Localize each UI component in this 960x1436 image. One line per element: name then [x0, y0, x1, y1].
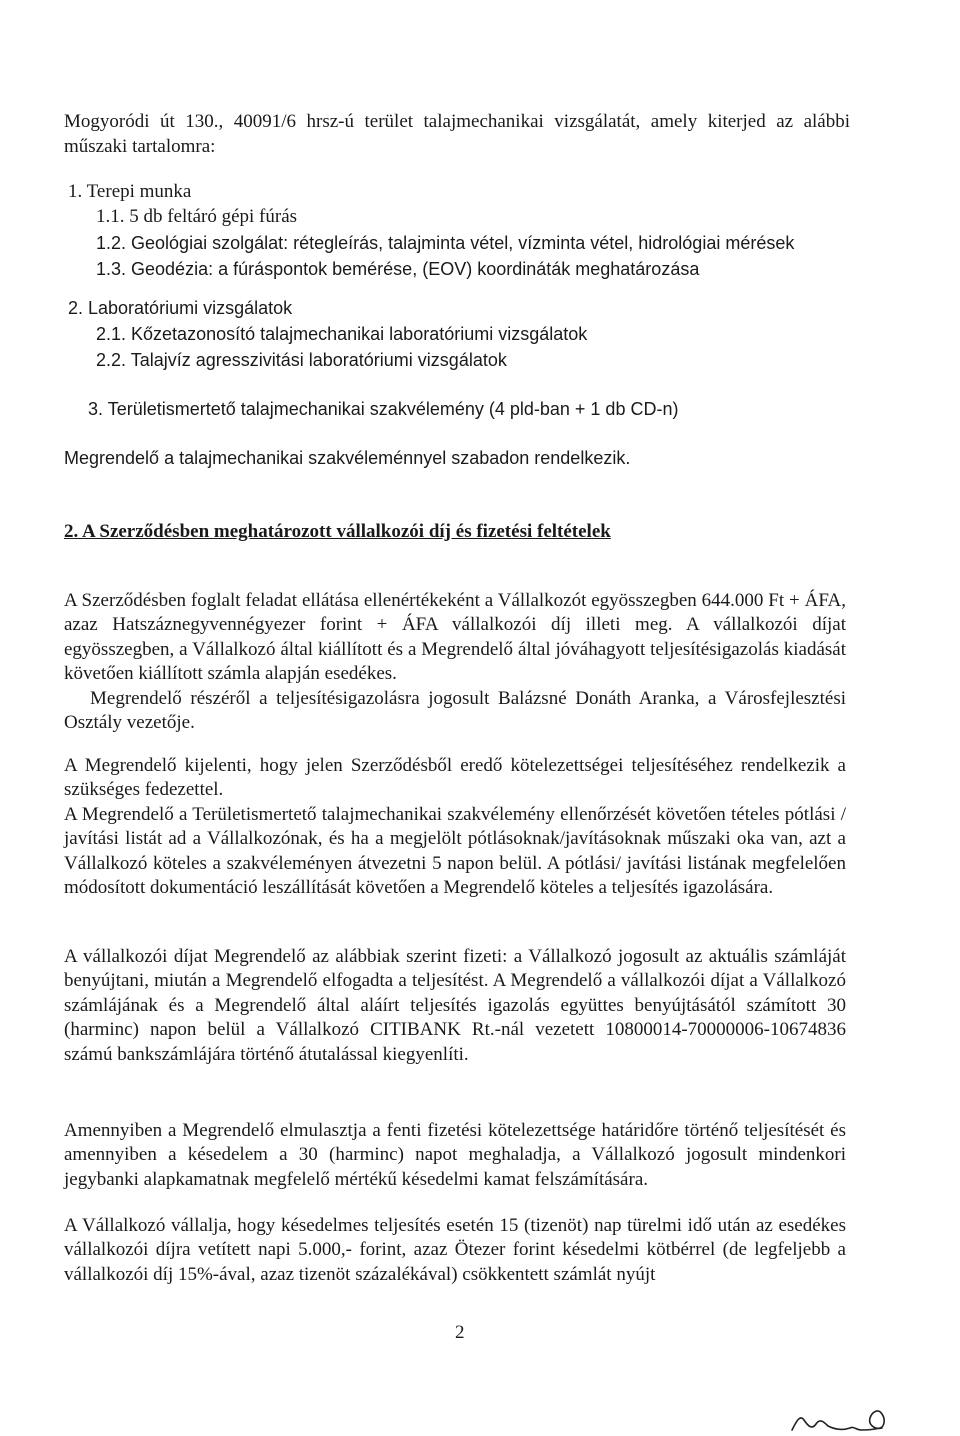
review-paragraph: A Megrendelő a Területismertető talajmechanikai szakvélemény ellenőrzését követően tételes pótlási / javítási listát ad a Vállalkozónak, és ha a megjelölt pótlásoknak/javításoknak műszaki oka van, azt a Vállalkozó köteles a szakvéleményen átvezetni 5 napon belül. A pótlási/ javítási listának megfelelően módosított dokumentáció leszállítását követően a Megrendelő köteles a teljesítés igazolására. — [64, 804, 846, 899]
late-payment-paragraph: Amennyiben a Megrendelő elmulasztja a fenti fizetési kötelezettsége határidőre történő teljesítését és amennyiben a késedelem a 30 (harminc) napot meghaladja, a Vállalkozó jogosult mindenkori jegybanki alapkamatnak megfelelő mértékű késedelmi kamat felszámítására. — [64, 1120, 846, 1190]
page-number: 2 — [455, 1322, 465, 1343]
initials-signature — [788, 1400, 898, 1434]
list-item-kozetazonosito: 2.1. Kőzetazonosító talajmechanikai laboratóriumi vizsgálatok — [96, 324, 588, 344]
intro-paragraph: Mogyoródi út 130., 40091/6 hrsz-ú terület talajmechanikai vizsgálatát, amely kiterjed az alábbi műszaki tartalomra: — [64, 111, 850, 157]
list-item-geologia: 1.2. Geológiai szolgálat: rétegleírás, talajminta vétel, vízminta vétel, hidrológiai mérések — [96, 233, 795, 253]
fee-paragraph: A Szerződésben foglalt feladat ellátása ellenértékeként a Vállalkozót egyösszegben 644.000 Ft + ÁFA, azaz Hatszáznegyvennégyezer forint + ÁFA vállalkozói díj illeti meg. A vállalkozói díjat egyösszegben, a Vállalkozó által kiállított és a Megrendelő által jóváhagyott teljesítésigazolás kiadását követően kiállított számla alapján esedékes. — [64, 590, 846, 685]
coverage-paragraph: A Megrendelő kijelenti, hogy jelen Szerződésből eredő kötelezettségei teljesítéséhez rendelkezik a szükséges fedezettel. — [64, 755, 846, 801]
penalty-paragraph: A Vállalkozó vállalja, hogy késedelmes teljesítés esetén 15 (tizenöt) nap türelmi idő után az esedékes vállalkozói díjra vetített napi 5.000,- forint, azaz Ötezer forint késedelmi kötbérrel (de legfeljebb a vállalkozói díj 15%-ával, azaz tizenöt százalékával) csökkentett számlát nyújt — [64, 1215, 846, 1285]
list-item-furas: 1.1. 5 db feltáró gépi fúrás — [96, 206, 298, 227]
list-item-laboratorium: 2. Laboratóriumi vizsgálatok — [68, 298, 293, 318]
list-item-talajviz: 2.2. Talajvíz agresszivitási laboratóriumi vizsgálatok — [96, 350, 507, 370]
section-title: 2. A Szerződésben meghatározott vállalkozói díj és fizetési feltételek — [64, 521, 611, 542]
list-item-szakvelemeny: 3. Területismertető talajmechanikai szakvélemény (4 pld-ban + 1 db CD-n) — [88, 399, 679, 419]
list-item-geodezia: 1.3. Geodézia: a fúráspontok bemérése, (EOV) koordináták meghatározása — [96, 259, 700, 279]
payment-paragraph: A vállalkozói díjat Megrendelő az alábbiak szerint fizeti: a Vállalkozó jogosult az aktuális számláját benyújtani, miután a Megrendelő elfogadta a teljesítést. A Megrendelő a vállalkozói díjat a Vállalkozó számlájának és a Megrendelő által aláírt teljesítés igazolás együttes benyújtásától számított 30 (harminc) napon belül a Vállalkozó CITIBANK Rt.-nál vezetett 10800014-70000006-10674836 számú bankszámlájára történő átutalással kiegyenlíti. — [64, 946, 846, 1065]
disposal-statement: Megrendelő a talajmechanikai szakvéleménnyel szabadon rendelkezik. — [64, 448, 631, 468]
list-item-terepi-munka: 1. Terepi munka — [68, 181, 192, 202]
authorized-person-paragraph: Megrendelő részéről a teljesítésigazolásra jogosult Balázsné Donáth Aranka, a Városfejlesztési Osztály vezetője. — [64, 688, 846, 734]
